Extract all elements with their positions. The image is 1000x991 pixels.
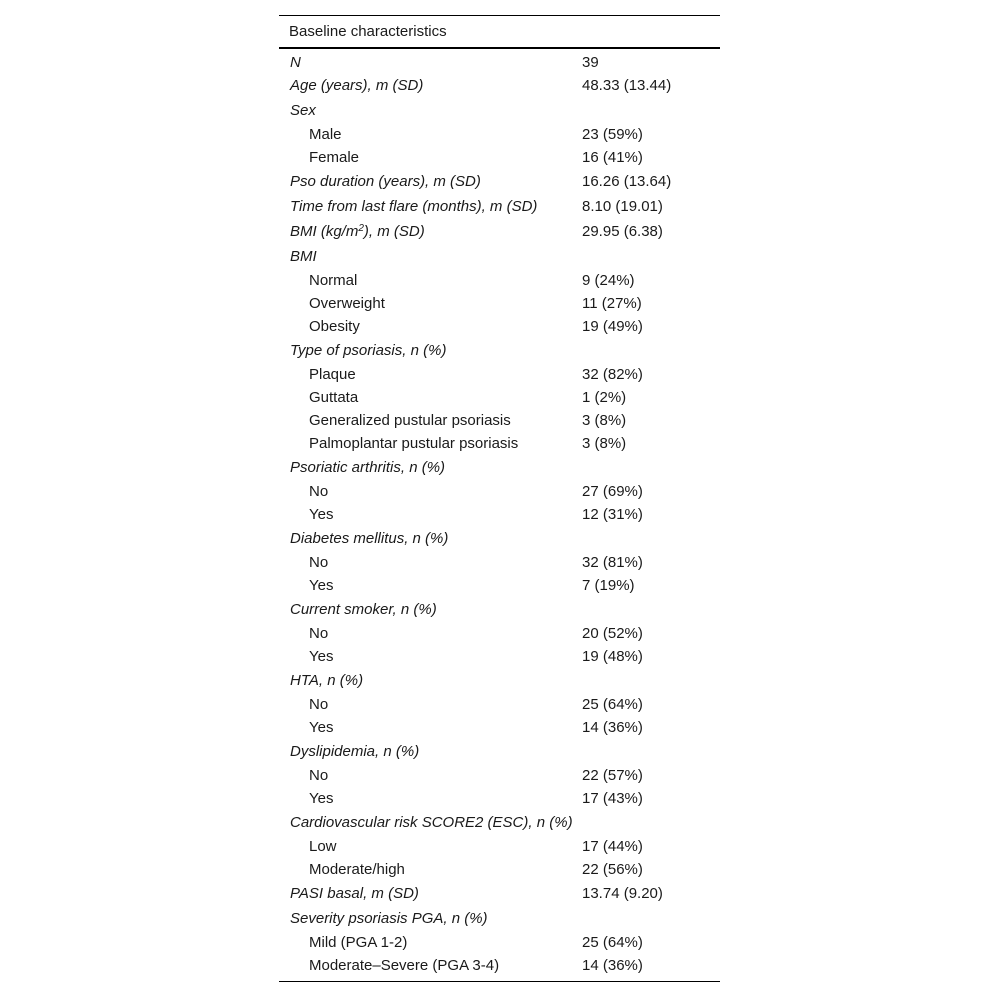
row-value: 22 (56%)	[582, 861, 643, 878]
row-label: PASI basal, m (SD)	[290, 885, 419, 902]
table-row	[279, 551, 720, 574]
row-value: 16 (41%)	[582, 149, 643, 166]
row-value: 12 (31%)	[582, 506, 643, 523]
table-header	[279, 16, 720, 49]
row-value: 23 (59%)	[582, 126, 643, 143]
table-row	[279, 73, 720, 98]
table-header-label: Baseline characteristics	[289, 23, 447, 40]
row-label: BMI	[290, 248, 317, 265]
table-row	[279, 363, 720, 386]
row-value: 9 (24%)	[582, 272, 635, 289]
row-value: 25 (64%)	[582, 934, 643, 951]
row-value: 29.95 (6.38)	[582, 223, 663, 240]
row-value: 14 (36%)	[582, 719, 643, 736]
table-row	[279, 787, 720, 810]
row-value: 11 (27%)	[582, 295, 642, 312]
row-label-text: ), m (SD)	[363, 223, 425, 240]
table-row	[279, 480, 720, 503]
table-row	[279, 146, 720, 169]
row-label: No	[309, 767, 329, 784]
row-value: 20 (52%)	[582, 625, 643, 642]
table-bottom-rule	[279, 981, 720, 982]
row-label: Yes	[309, 506, 334, 523]
table-row	[279, 194, 720, 219]
row-label: No	[309, 696, 329, 713]
table-row	[279, 810, 720, 835]
row-value: 19 (48%)	[582, 648, 643, 665]
table-row	[279, 597, 720, 622]
table-row	[279, 503, 720, 526]
row-label: Mild (PGA 1-2)	[309, 934, 408, 951]
row-value: 7 (19%)	[582, 577, 635, 594]
row-label: Obesity	[309, 318, 360, 335]
table-row	[279, 835, 720, 858]
table-row	[279, 574, 720, 597]
row-value: 17 (44%)	[582, 838, 643, 855]
row-label: Dyslipidemia, n (%)	[290, 743, 420, 760]
table-row	[279, 526, 720, 551]
row-label: Normal	[309, 272, 358, 289]
row-value: 32 (81%)	[582, 554, 643, 571]
row-value: 13.74 (9.20)	[582, 885, 663, 902]
table-body	[279, 49, 720, 977]
table-row	[279, 858, 720, 881]
row-value: 25 (64%)	[582, 696, 643, 713]
row-label-text: BMI (kg/m	[290, 223, 359, 240]
table-row	[279, 338, 720, 363]
row-label: Yes	[309, 790, 334, 807]
table-row	[279, 645, 720, 668]
table-row	[279, 169, 720, 194]
row-label: Low	[309, 838, 337, 855]
row-label: Overweight	[309, 295, 385, 312]
baseline-characteristics-table	[279, 15, 720, 982]
row-value: 19 (49%)	[582, 318, 643, 335]
row-label-superscript: 2	[358, 223, 364, 234]
row-label: Plaque	[309, 366, 356, 383]
row-label: Time from last flare (months), m (SD)	[290, 198, 538, 215]
table-row	[279, 693, 720, 716]
table-row	[279, 668, 720, 693]
row-label: Sex	[290, 102, 316, 119]
table-row	[279, 455, 720, 480]
table-row	[279, 954, 720, 977]
row-label: No	[309, 554, 329, 571]
row-value: 3 (8%)	[582, 435, 627, 452]
table-row	[279, 432, 720, 455]
row-value: 32 (82%)	[582, 366, 643, 383]
row-label: Yes	[309, 719, 334, 736]
row-label: Male	[309, 126, 342, 143]
row-label	[279, 223, 582, 240]
row-value: 8.10 (19.01)	[582, 198, 663, 215]
row-label: Moderate–Severe (PGA 3-4)	[309, 957, 500, 974]
row-label: Severity psoriasis PGA, n (%)	[290, 910, 488, 927]
row-label: Guttata	[309, 389, 359, 406]
row-label: Female	[309, 149, 360, 166]
table-row	[279, 622, 720, 645]
row-value: 3 (8%)	[582, 412, 627, 429]
row-label: N	[290, 53, 301, 71]
row-label: Moderate/high	[309, 861, 405, 878]
table-row	[279, 244, 720, 269]
table-row	[279, 123, 720, 146]
row-label: Cardiovascular risk SCORE2 (ESC), n (%)	[290, 814, 573, 831]
row-label: Generalized pustular psoriasis	[309, 412, 511, 429]
row-value: 14 (36%)	[582, 957, 643, 974]
row-label: Yes	[309, 577, 334, 594]
table-row	[279, 409, 720, 432]
table-row	[279, 98, 720, 123]
row-value: 27 (69%)	[582, 483, 643, 500]
row-label: Current smoker, n (%)	[290, 601, 437, 618]
row-value: 16.26 (13.64)	[582, 173, 672, 190]
row-value: 1 (2%)	[582, 389, 627, 406]
table-row	[279, 906, 720, 931]
table-row	[279, 881, 720, 906]
table-row	[279, 764, 720, 787]
table-row	[279, 292, 720, 315]
row-value: 39	[582, 53, 599, 71]
table-row	[279, 51, 720, 73]
row-label: Pso duration (years), m (SD)	[290, 173, 481, 190]
table-row	[279, 269, 720, 292]
row-label: No	[309, 625, 329, 642]
table-row	[279, 386, 720, 409]
row-value: 17 (43%)	[582, 790, 643, 807]
table-row	[279, 315, 720, 338]
row-label: No	[309, 483, 329, 500]
row-value: 22 (57%)	[582, 767, 643, 784]
table-row	[279, 739, 720, 764]
table-row	[279, 219, 720, 244]
row-label: Type of psoriasis, n (%)	[290, 342, 447, 359]
row-label: HTA, n (%)	[290, 672, 364, 689]
table-row	[279, 716, 720, 739]
table-row	[279, 931, 720, 954]
row-label: Palmoplantar pustular psoriasis	[309, 435, 519, 452]
row-label: Age (years), m (SD)	[290, 77, 424, 94]
row-value: 48.33 (13.44)	[582, 77, 672, 94]
row-label: Diabetes mellitus, n (%)	[290, 530, 449, 547]
row-label: Psoriatic arthritis, n (%)	[290, 459, 446, 476]
row-label: Yes	[309, 648, 334, 665]
